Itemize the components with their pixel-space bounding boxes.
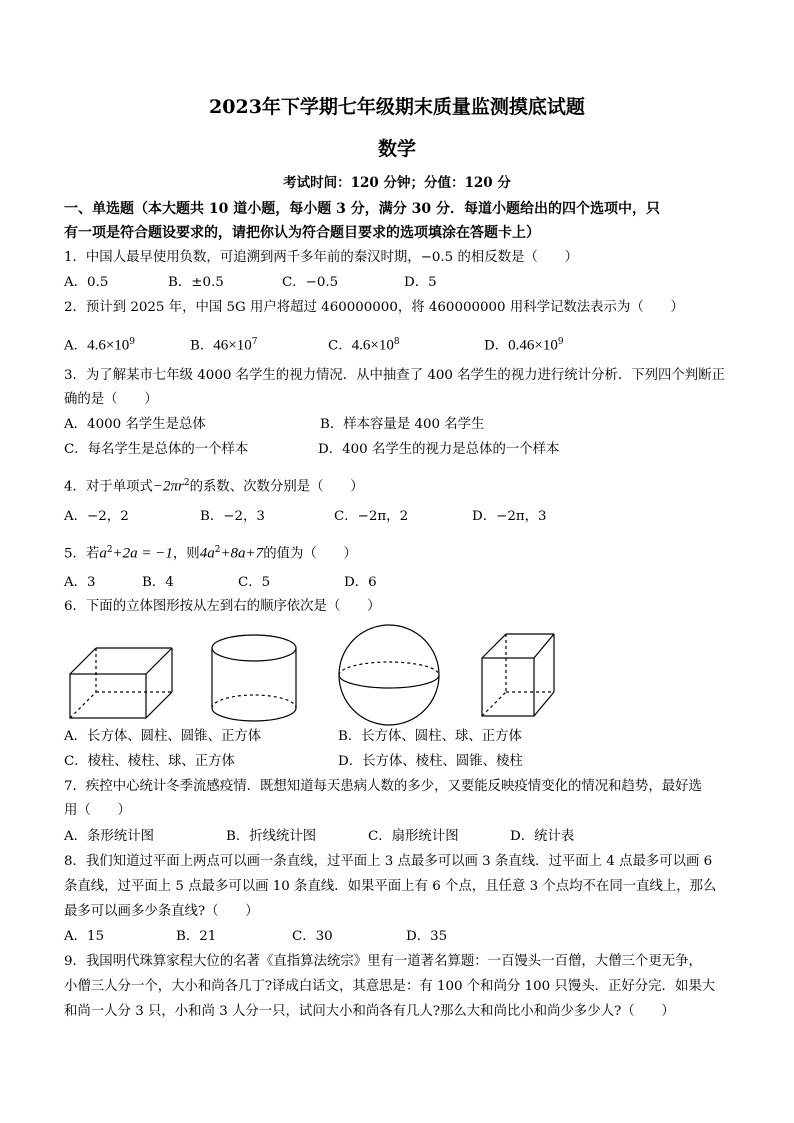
q7-option-a: A．条形统计图 bbox=[64, 829, 155, 844]
q7-option-c: C．扇形统计图 bbox=[368, 829, 459, 844]
q9-stem-line3: 和尚一人分 3 只，小和尚 3 人分一只，试问大小和尚各有几人?那么大和尚比小和尚少多少人?（ ） bbox=[64, 1004, 675, 1019]
q8-option-b: B．21 bbox=[176, 929, 217, 944]
q7-option-d: D．统计表 bbox=[510, 829, 575, 844]
sphere-figure bbox=[336, 622, 442, 728]
cube-figure bbox=[478, 630, 558, 722]
q1-option-c: C．−0.5 bbox=[282, 275, 339, 290]
cylinder-figure bbox=[208, 632, 300, 726]
q2-stem: 2．预计到 2025 年，中国 5G 用户将超过 460000000，将 460000000 用科学记数法表示为（ ） bbox=[64, 300, 684, 315]
q9-stem-line1: 9．我国明代珠算家程大位的名著《直指算法统宗》里有一道著名算题：一百馒头一百僧，大僧三个更无争， bbox=[64, 954, 702, 969]
q4-option-b: B．−2，3 bbox=[200, 509, 265, 524]
q8-option-a: A．15 bbox=[64, 929, 105, 944]
q1-stem: 1．中国人最早使用负数，可追溯到两千多年前的秦汉时期，−0.5 的相反数是（ ） bbox=[64, 250, 578, 265]
q4-stem: 4．对于单项式$-2\pi r^2$的系数、次数分别是（ ） bbox=[64, 478, 364, 495]
q2-option-c: C．$4.6\times 10^8$ bbox=[328, 337, 400, 354]
section-heading-line2: 有一项是符合题设要求的，请把你认为符合题目要求的选项填涂在答题卡上） bbox=[64, 225, 540, 241]
q2-option-b: B．$46\times 10^7$ bbox=[190, 337, 258, 354]
q1-option-d: D．5 bbox=[404, 275, 437, 290]
subject-title: 数学 bbox=[377, 138, 416, 160]
q3-option-d: D．400 名学生的视力是总体的一个样本 bbox=[318, 442, 560, 457]
q3-option-b: B．样本容量是 400 名学生 bbox=[320, 417, 485, 432]
q5-option-d: D．6 bbox=[344, 575, 377, 590]
q1-option-a: A．0.5 bbox=[64, 275, 109, 290]
q3-option-c: C．每名学生是总体的一个样本 bbox=[64, 442, 249, 457]
q8-option-c: C．30 bbox=[292, 929, 333, 944]
q2-option-d: D．$0.46\times 10^9$ bbox=[484, 337, 564, 354]
q3-stem-line2: 确的是（ ） bbox=[64, 392, 158, 407]
q4-option-c: C．−2π，2 bbox=[334, 509, 409, 524]
q9-stem-line2: 小僧三人分一个，大小和尚各几丁?译成白话文，其意思是：有 100 个和尚分 100 只馒头．正好分完．如果大 bbox=[64, 979, 716, 994]
q6-option-b: B．长方体、圆柱、球、正方体 bbox=[338, 729, 522, 744]
cuboid-figure bbox=[66, 640, 176, 722]
q2-option-a: A．$4.6\times 10^9$ bbox=[64, 337, 136, 354]
q7-stem-line2: 用（ ） bbox=[64, 803, 131, 818]
q5-option-b: B．4 bbox=[142, 575, 174, 590]
q1-option-b: B．±0.5 bbox=[168, 275, 224, 290]
q8-option-d: D．35 bbox=[406, 929, 448, 944]
q7-stem-line1: 7．疾控中心统计冬季流感疫情．既想知道每天患病人数的多少，又要能反映疫情变化的情况和趋势，最好选 bbox=[64, 779, 702, 794]
q7-option-b: B．折线统计图 bbox=[226, 829, 317, 844]
q4-option-a: A．−2，2 bbox=[64, 509, 129, 524]
q6-option-d: D．长方体、棱柱、圆锥、棱柱 bbox=[338, 754, 523, 769]
exam-title: 2023年下学期七年级期末质量监测摸底试题 bbox=[209, 96, 585, 118]
section-heading-line1: 一、单选题（本大题共 10 道小题，每小题 3 分，满分 30 分．每道小题给出的四个选项中，只 bbox=[64, 201, 660, 217]
q5-option-c: C．5 bbox=[238, 575, 271, 590]
exam-meta: 考试时间：120 分钟；分值：120 分 bbox=[283, 175, 511, 191]
q5-option-a: A．3 bbox=[64, 575, 96, 590]
q8-stem-line2: 条直线，过平面上 5 点最多可以画 10 条直线．如果平面上有 6 个点，且任意 3 个点均不在同一直线上，那么 bbox=[64, 879, 717, 894]
q6-option-c: C．棱柱、棱柱、球、正方体 bbox=[64, 754, 235, 769]
q3-stem-line1: 3．为了解某市七年级 4000 名学生的视力情况．从中抽查了 400 名学生的视力进行统计分析．下列四个判断正 bbox=[64, 368, 725, 383]
q4-option-d: D．−2π，3 bbox=[472, 509, 547, 524]
q6-option-a: A．长方体、圆柱、圆锥、正方体 bbox=[64, 729, 262, 744]
q8-stem-line1: 8．我们知道过平面上两点可以画一条直线，过平面上 3 点最多可以画 3 条直线．过平面上 4 点最多可以画 6 bbox=[64, 854, 713, 869]
q8-stem-line3: 最多可以画多少条直线?（ ） bbox=[64, 904, 259, 919]
q6-stem: 6．下面的立体图形按从左到右的顺序依次是（ ） bbox=[64, 599, 381, 614]
q5-stem: 5．若$a^2+2a = -1$，则$4a^2+8a+7$的值为（ ） bbox=[64, 545, 357, 562]
q3-option-a: A．4000 名学生是总体 bbox=[64, 417, 206, 432]
